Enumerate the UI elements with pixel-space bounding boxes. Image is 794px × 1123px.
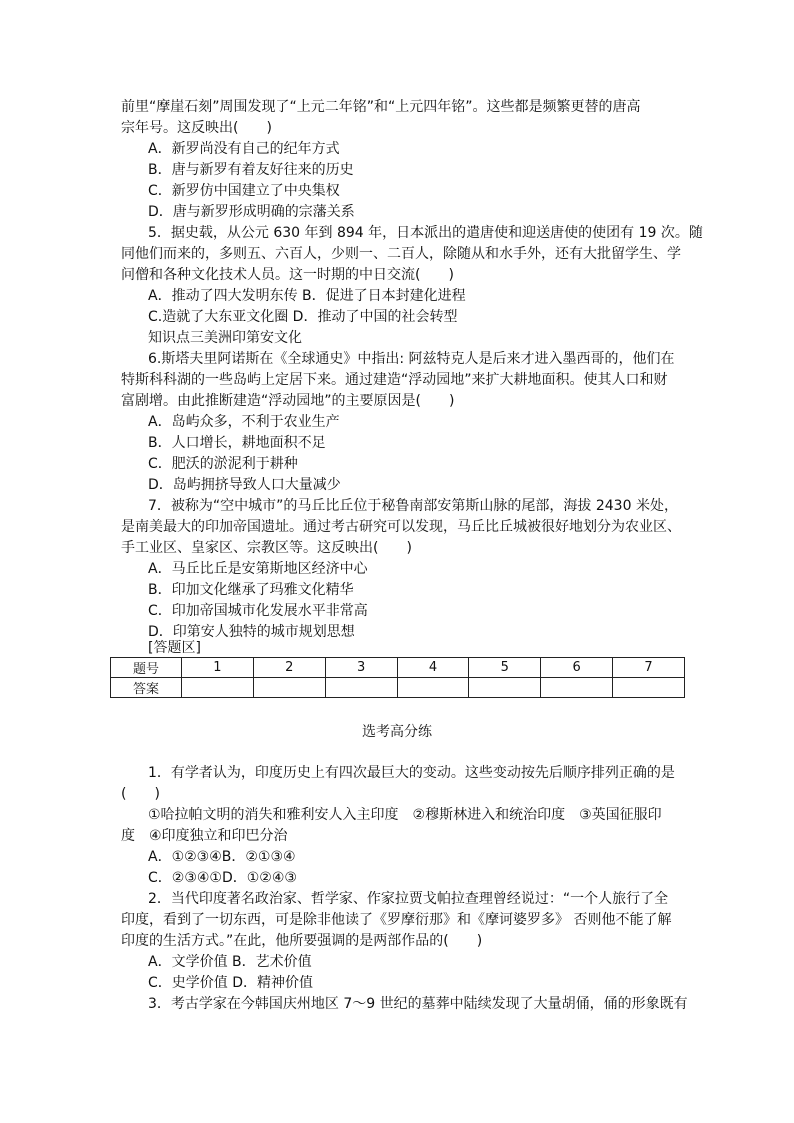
question-5: 5．据史载，从公元 630 年到 894 年，日本派出的遣唐使和迎送唐使的使团有 19 次。随 bbox=[148, 225, 703, 241]
text-line: 前里“摩崖石刻”周围发现了“上元二年铭”和“上元四年铭”。这些都是频繁更替的唐高 bbox=[121, 99, 641, 115]
text-line: 富剧增。由此推断建造“浮动园地”的主要原因是( ) bbox=[121, 393, 455, 409]
text-line: 是南美最大的印加帝国遗址。通过考古研究可以发现，马丘比丘城被很好地划分为农业区、 bbox=[121, 519, 681, 535]
text-line: 印度的生活方式。”在此，他所要强调的是两部作品的( ) bbox=[121, 933, 483, 949]
question-number: 6 bbox=[541, 658, 613, 678]
answer-cell[interactable] bbox=[182, 678, 254, 698]
option-b: B．唐与新罗有着友好往来的历史 bbox=[148, 162, 354, 178]
option-d: D．岛屿拥挤导致人口大量减少 bbox=[148, 477, 341, 493]
options-cd: C.造就了大东亚文化圈 D．推动了中国的社会转型 bbox=[148, 309, 458, 325]
question-1: 1．有学者认为，印度历史上有四次最巨大的变动。这些变动按先后顺序排列正确的是 bbox=[148, 765, 675, 781]
question-3: 3．考古学家在今韩国庆州地区 7～9 世纪的墓葬中陆续发现了大量胡俑，俑的形象既有 bbox=[148, 996, 688, 1012]
question-6: 6.斯塔夫里阿诺斯在《全球通史》中指出: 阿兹特克人是后来才进入墨西哥的，他们在 bbox=[148, 351, 675, 367]
answer-cell[interactable] bbox=[469, 678, 541, 698]
options-ab: A．文学价值 B．艺术价值 bbox=[148, 954, 312, 970]
text-line: 宗年号。这反映出( ) bbox=[121, 120, 272, 136]
answer-cell[interactable] bbox=[253, 678, 325, 698]
answer-cell[interactable] bbox=[541, 678, 613, 698]
question-number: 2 bbox=[253, 658, 325, 678]
question-number: 7 bbox=[613, 658, 685, 678]
options-ab: A．推动了四大发明东传 B．促进了日本封建化进程 bbox=[148, 288, 466, 304]
options-ab: A．①②③④B．②①③④ bbox=[148, 849, 296, 865]
text-line: 同他们而来的，多则五、六百人，少则一、二百人，除随从和水手外，还有大批留学生、学 bbox=[121, 246, 681, 262]
section-heading: 知识点三美洲印第安文化 bbox=[148, 330, 302, 346]
answer-table bbox=[110, 657, 685, 698]
text-line: 特斯科科湖的一些岛屿上定居下来。通过建造“浮动园地”来扩大耕地面积。使其人口和财 bbox=[121, 372, 668, 388]
table-row bbox=[111, 658, 685, 678]
question-7: 7．被称为“空中城市”的马丘比丘位于秘鲁南部安第斯山脉的尾部，海拔 2430 米处， bbox=[148, 498, 678, 514]
options-cd: C．②③④①D．①②④③ bbox=[148, 870, 297, 886]
option-d: D．印第安人独特的城市规划思想 bbox=[148, 624, 355, 640]
question-number: 5 bbox=[469, 658, 541, 678]
option-c: C．印加帝国城市化发展水平非常高 bbox=[148, 603, 368, 619]
option-a: A．岛屿众多，不利于农业生产 bbox=[148, 414, 340, 430]
answer-area-label: [答题区] bbox=[148, 640, 201, 656]
question-number: 4 bbox=[397, 658, 469, 678]
text-line: 手工业区、皇家区、宗教区等。这反映出( ) bbox=[121, 540, 412, 556]
question-number: 1 bbox=[182, 658, 254, 678]
table-row bbox=[111, 678, 685, 698]
answer-cell[interactable] bbox=[613, 678, 685, 698]
options-cd: C．史学价值 D．精神价值 bbox=[148, 975, 314, 991]
option-c: C．新罗仿中国建立了中央集权 bbox=[148, 183, 340, 199]
option-a: A．新罗尚没有自己的纪年方式 bbox=[148, 141, 340, 157]
row-label: 题号 bbox=[111, 658, 182, 678]
text-line: 问僧和各种文化技术人员。这一时期的中日交流( ) bbox=[121, 267, 454, 283]
option-b: B．印加文化继承了玛雅文化精华 bbox=[148, 582, 354, 598]
option-b: B．人口增长，耕地面积不足 bbox=[148, 435, 326, 451]
option-a: A．马丘比丘是安第斯地区经济中心 bbox=[148, 561, 368, 577]
text-line: ①哈拉帕文明的消失和雅利安人入主印度 ②穆斯林进入和统治印度 ③英国征服印 bbox=[148, 807, 662, 823]
answer-cell[interactable] bbox=[325, 678, 397, 698]
text-line: ( ) bbox=[121, 786, 160, 802]
row-label: 答案 bbox=[111, 678, 182, 698]
text-line: 印度，看到了一切东西，可是除非他读了《罗摩衍那》和《摩诃婆罗多》 否则他不能了解 bbox=[121, 912, 672, 928]
section-title: 选考高分练 bbox=[362, 724, 432, 740]
option-c: C．肥沃的淤泥利于耕种 bbox=[148, 456, 298, 472]
question-2: 2．当代印度著名政治家、哲学家、作家拉贾戈帕拉查理曾经说过：“一个人旅行了全 bbox=[148, 891, 669, 907]
text-line: 度 ④印度独立和印巴分治 bbox=[121, 828, 288, 844]
option-d: D．唐与新罗形成明确的宗藩关系 bbox=[148, 204, 355, 220]
answer-cell[interactable] bbox=[397, 678, 469, 698]
question-number: 3 bbox=[325, 658, 397, 678]
